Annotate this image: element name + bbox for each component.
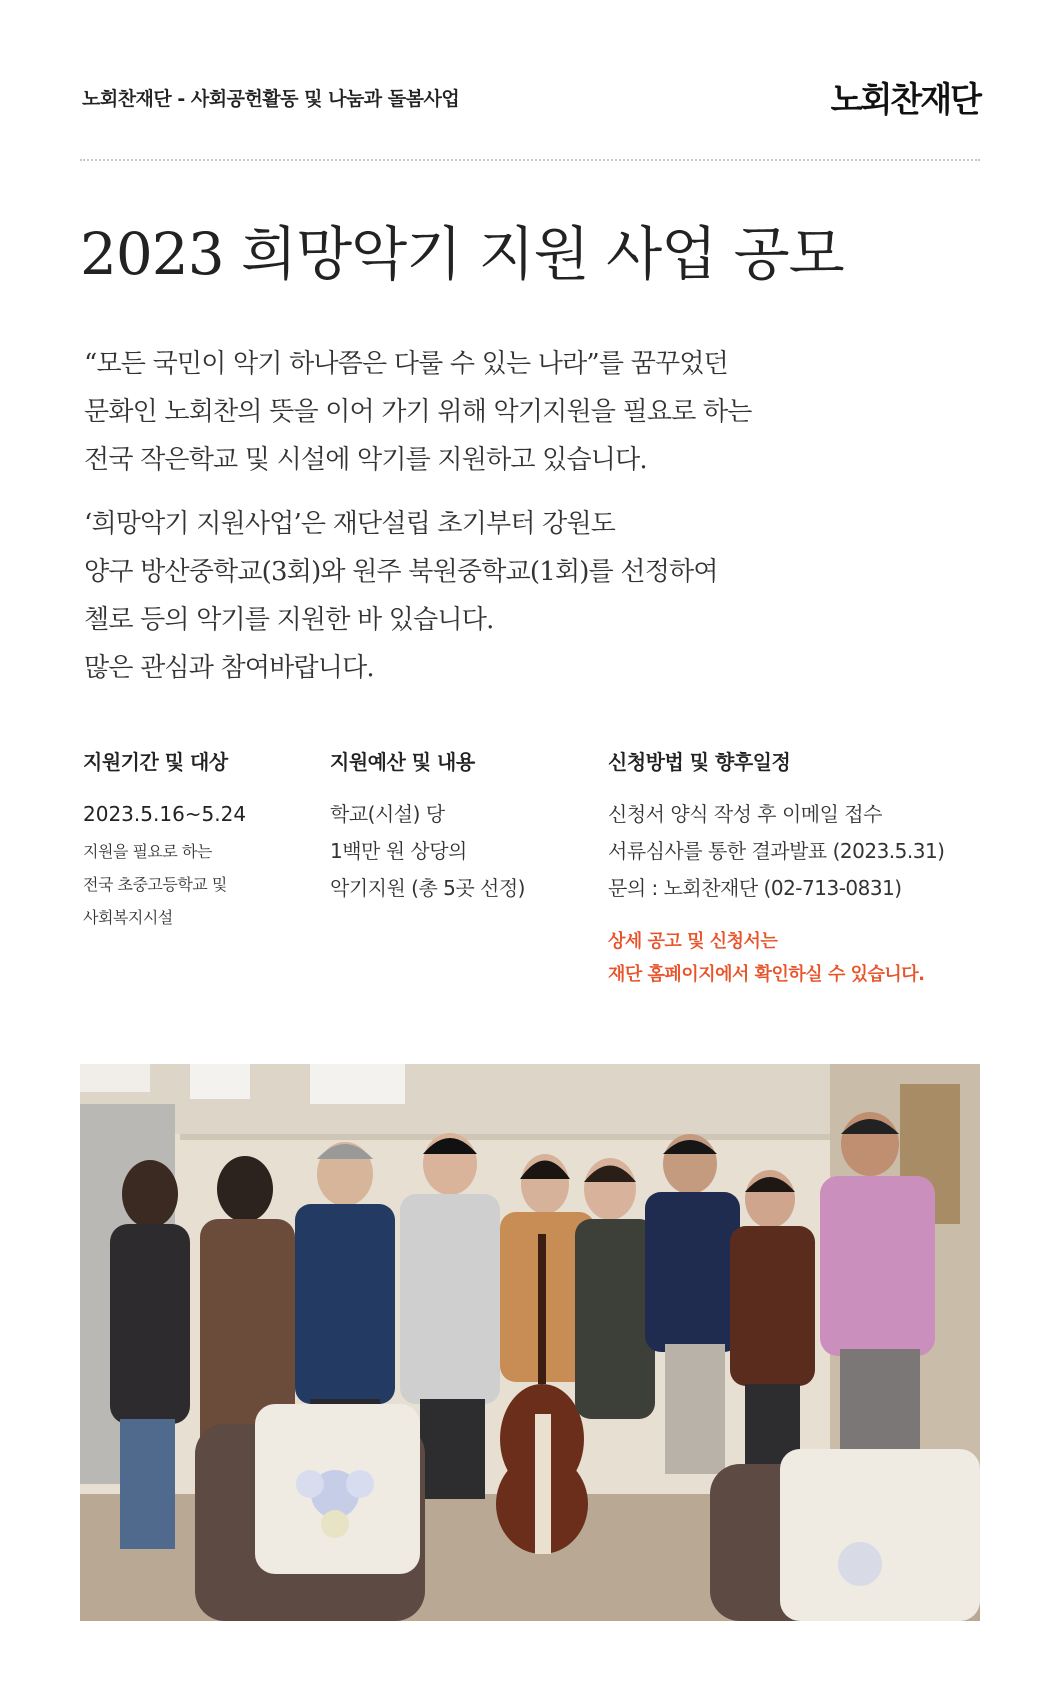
intro-paragraph-2	[84, 500, 984, 692]
method-heading: 신청방법 및 향후일정	[608, 750, 791, 774]
period-section	[83, 748, 246, 934]
method-line: 서류심사를 통한 결과발표 (2023.5.31)	[608, 839, 945, 863]
intro-line: 전국 작은학교 및 시설에 악기를 지원하고 있습니다.	[84, 445, 647, 475]
budget-heading: 지원예산 및 내용	[330, 750, 475, 774]
intro-paragraph-1	[84, 340, 984, 484]
period-target-line: 전국 초중고등학교 및	[83, 875, 227, 894]
notice-line: 재단 홈페이지에서 확인하실 수 있습니다.	[608, 964, 925, 985]
intro-line: “모든 국민이 악기 하나쯤은 다룰 수 있는 나라”를 꿈꾸었던	[84, 349, 728, 379]
intro-line: 많은 관심과 참여바랍니다.	[84, 653, 374, 683]
header-divider	[80, 159, 980, 161]
intro-line: 양구 방산중학교(3회)와 원주 북원중학교(1회)를 선정하여	[84, 557, 718, 587]
group-photo-illustration	[80, 1064, 980, 1621]
intro-line: 문화인 노회찬의 뜻을 이어 가기 위해 악기지원을 필요로 하는	[84, 397, 752, 427]
header-subtitle: 노회찬재단 - 사회공헌활동 및 나눔과 돌봄사업	[82, 88, 460, 110]
foundation-logo: 노회찬재단	[830, 79, 980, 121]
homepage-notice	[608, 925, 925, 991]
period-target-line: 지원을 필요로 하는	[83, 842, 212, 861]
chair-left	[195, 1404, 425, 1621]
intro-line: ‘희망악기 지원사업’은 재단설립 초기부터 강원도	[84, 509, 616, 539]
budget-section	[330, 748, 525, 907]
period-target-line: 사회복지시설	[83, 908, 173, 927]
method-line: 문의 : 노회찬재단 (02-713-0831)	[608, 876, 902, 900]
notice-line: 상세 공고 및 신청서는	[608, 931, 778, 952]
page-title: 2023 희망악기 지원 사업 공모	[80, 220, 844, 288]
intro-line: 첼로 등의 악기를 지원한 바 있습니다.	[84, 605, 494, 635]
budget-line: 1백만 원 상당의	[330, 839, 467, 863]
method-section	[608, 748, 945, 907]
budget-line: 학교(시설) 당	[330, 802, 445, 826]
period-heading: 지원기간 및 대상	[83, 750, 228, 774]
method-line: 신청서 양식 작성 후 이메일 접수	[608, 802, 882, 826]
period-date: 2023.5.16~5.24	[83, 802, 247, 826]
group-photo	[80, 1064, 980, 1621]
chair-right	[710, 1449, 980, 1621]
budget-line: 악기지원 (총 5곳 선정)	[330, 876, 525, 900]
